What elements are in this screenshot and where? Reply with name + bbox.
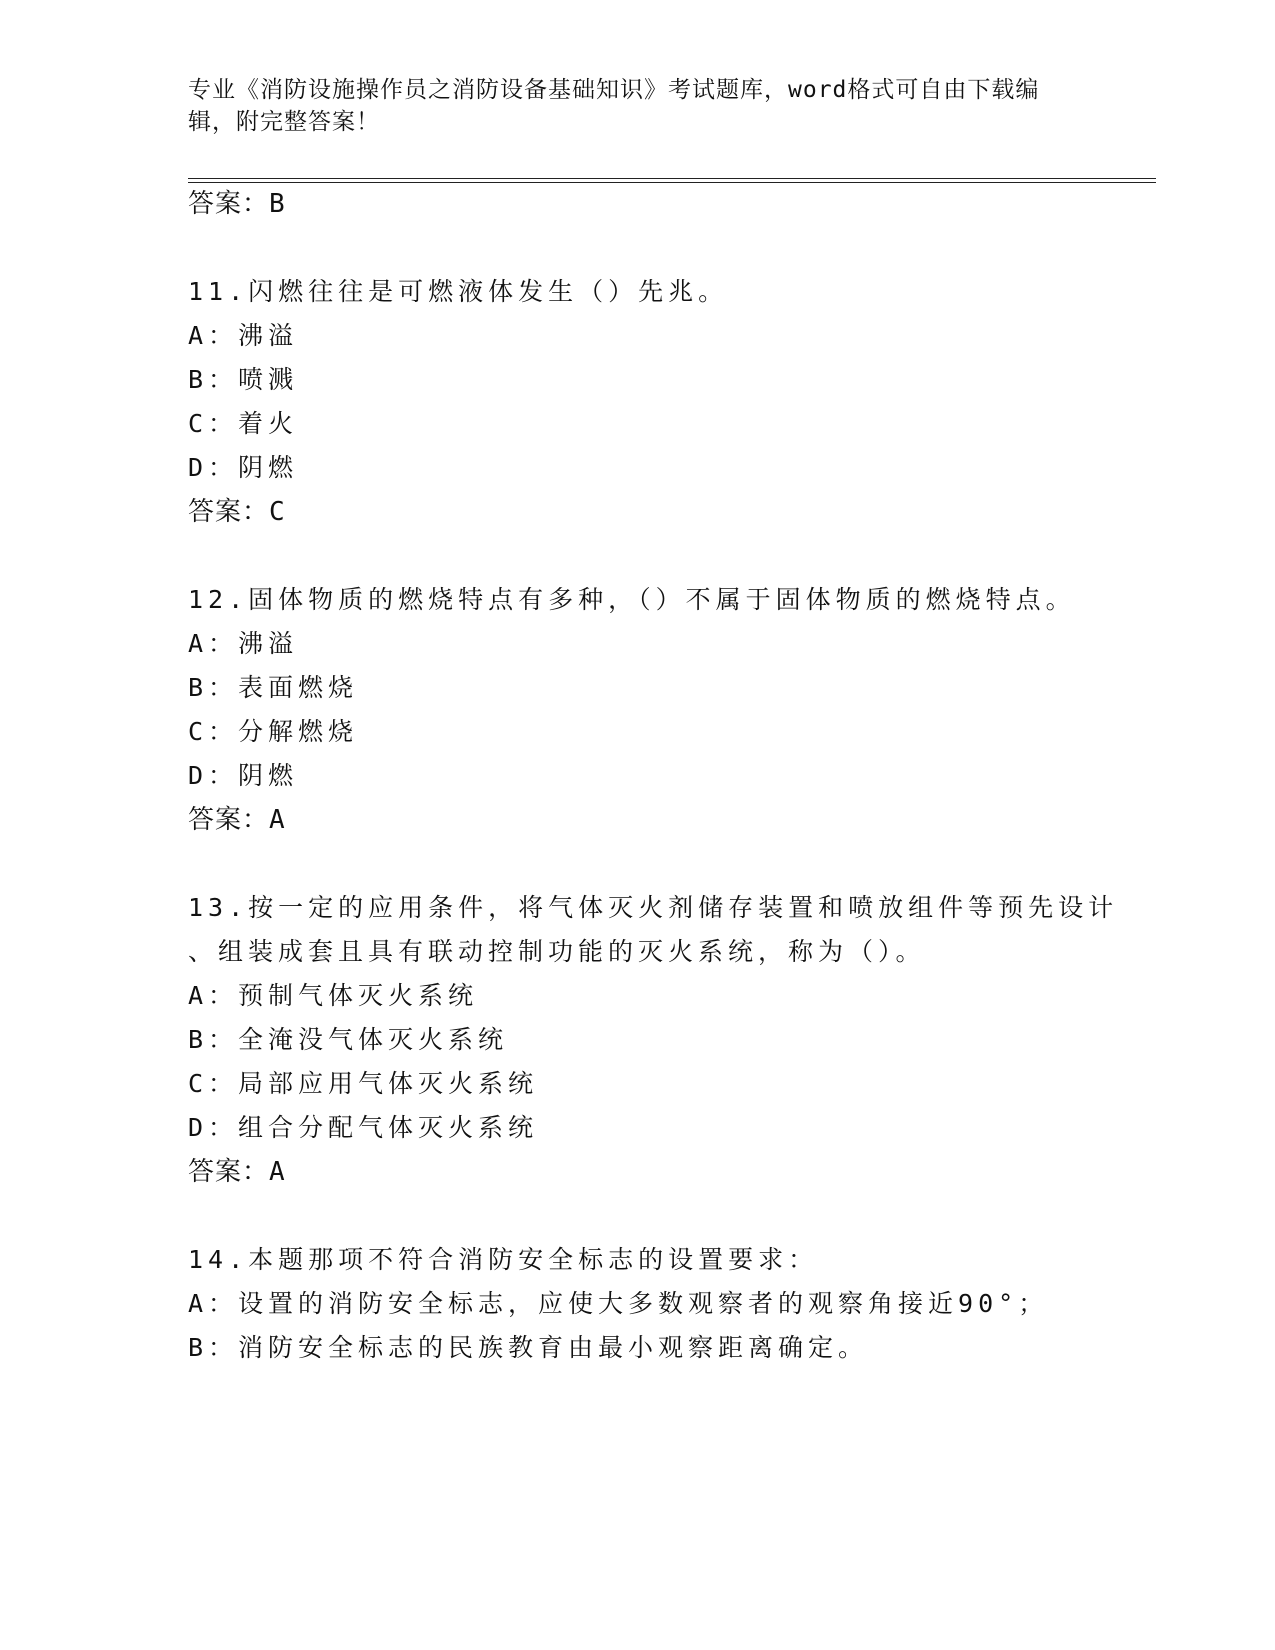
answer-label: 答案：	[188, 189, 270, 219]
question-13-text-line-1: 13.按一定的应用条件，将气体灭火剂储存装置和喷放组件等预先设计	[188, 893, 1119, 922]
answer-line	[188, 188, 286, 220]
question-13-option-d: D：组合分配气体灭火系统	[188, 1113, 539, 1142]
question-11-text: 11.闪燃往往是可燃液体发生（）先兆。	[188, 277, 729, 306]
header-divider-bottom	[188, 182, 1156, 183]
question-14-text: 14.本题那项不符合消防安全标志的设置要求：	[188, 1245, 819, 1274]
question-12-option-b: B：表面燃烧	[188, 673, 359, 702]
answer-label: 答案：	[188, 1157, 270, 1187]
question-13-option-c: C：局部应用气体灭火系统	[188, 1069, 539, 1098]
question-11-option-b: B：喷溅	[188, 365, 299, 394]
answer-value: C	[269, 497, 286, 527]
answer-label: 答案：	[188, 497, 270, 527]
question-13-answer	[188, 1156, 286, 1188]
answer-value: A	[269, 1157, 286, 1187]
header-line-2: 辑，附完整答案！	[188, 109, 380, 135]
document-header	[188, 74, 1078, 138]
question-11-answer	[188, 496, 286, 528]
question-12-option-d: D：阴燃	[188, 761, 299, 790]
question-12-answer	[188, 804, 286, 836]
question-13-text-line-2: 、组装成套且具有联动控制功能的灭火系统，称为（）。	[188, 937, 926, 966]
question-13-option-a: A：预制气体灭火系统	[188, 981, 479, 1010]
answer-label: 答案：	[188, 805, 270, 835]
answer-value: B	[269, 189, 286, 219]
header-divider-top	[188, 178, 1156, 179]
question-11-option-c: C：着火	[188, 409, 299, 438]
question-14-option-a: A：设置的消防安全标志，应使大多数观察者的观察角接近90°；	[188, 1289, 1049, 1318]
header-line-1: 专业《消防设施操作员之消防设备基础知识》考试题库，word格式可自由下载编	[188, 77, 1040, 103]
question-12-option-c: C：分解燃烧	[188, 717, 359, 746]
question-11-option-d: D：阴燃	[188, 453, 299, 482]
question-12-text: 12.固体物质的燃烧特点有多种，（）不属于固体物质的燃烧特点。	[188, 585, 1076, 614]
question-12-option-a: A：沸溢	[188, 629, 299, 658]
question-11-option-a: A：沸溢	[188, 321, 299, 350]
question-13-option-b: B：全淹没气体灭火系统	[188, 1025, 509, 1054]
question-14-option-b: B：消防安全标志的民族教育由最小观察距离确定。	[188, 1333, 869, 1362]
answer-value: A	[269, 805, 286, 835]
